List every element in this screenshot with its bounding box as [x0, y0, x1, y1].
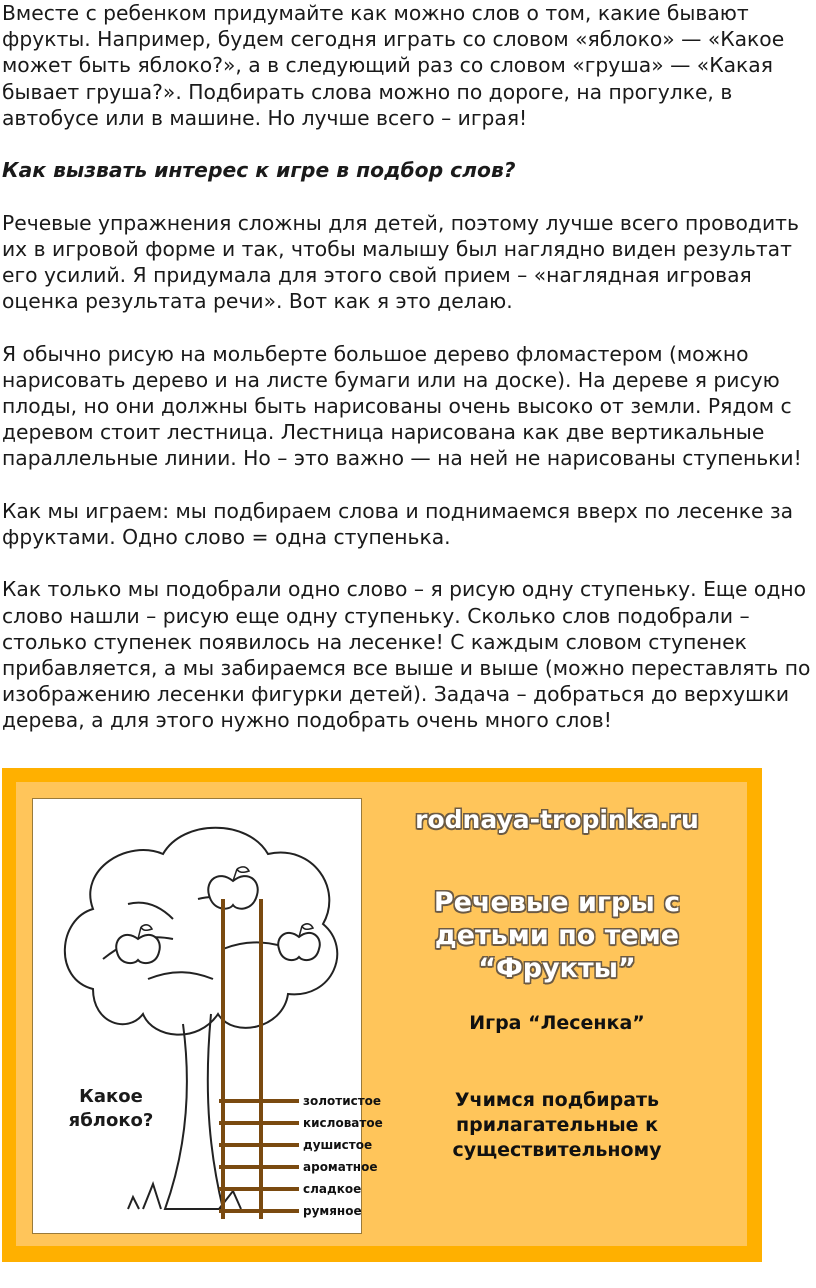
tree-trunk: [165, 1014, 223, 1209]
tree-canopy: [65, 828, 337, 1035]
paragraph: Я обычно рисую на мольберте большое дерево фломастером (можно нарисовать дерево и на листе бумаги или на доске). На дереве я рисую плоды, но они должны быть нарисованы очень высоко от земли. Рядом с деревом стоит лестница. Лестница нарисована как две вертикальные параллельные линии. Но – это важно — на ней не нарисованы ступеньки!: [2, 341, 802, 471]
question-label: Какое яблоко?: [68, 1086, 154, 1131]
paragraph: Как мы играем: мы подбираем слова и поднимаемся вверх по лесенке за фруктами. Одно слово = одна ступенька.: [2, 498, 794, 549]
adjective-label: золотистое: [303, 1094, 382, 1108]
banner-title: Речевые игры с детьми по теме “Фрукты”: [433, 887, 681, 984]
adjective-label: ароматное: [303, 1160, 378, 1174]
adjective-label: душистое: [303, 1138, 373, 1152]
adjective-label: румяное: [303, 1204, 362, 1218]
paragraph: Вместе с ребенком придумайте как можно слов о том, какие бывают фрукты. Например, будем сегодня играть со словом «яблоко» — «Какое может быть яблоко?», а в следующий раз со словом «груша» — «Какая бывает груша?». Подбирать слова можно по дороге, на прогулке, в автобусе или в машине. Но лучше всего – играя!: [2, 1, 785, 130]
paragraph: Речевые упражнения сложны для детей, поэтому лучше всего проводить их в игровой форме и так, чтобы малышу был наглядно виден результат его усилий. Я придумала для этого свой прием – «наглядная игровая оценка результата речи». Вот как я это делаю.: [2, 210, 799, 314]
article-text: [2, 0, 814, 760]
site-name: rodnaya-tropinka.ru: [415, 805, 699, 834]
game-name: Игра “Лесенка”: [469, 1012, 645, 1034]
adjective-label: кисловатое: [303, 1116, 383, 1130]
learning-goal: Учимся подбирать прилагательные к существительному: [452, 1089, 662, 1161]
adjective-label: сладкое: [303, 1182, 362, 1196]
section-heading: Как вызвать интерес к игре в подбор слов?: [2, 158, 516, 183]
tree-illustration: [32, 798, 383, 1234]
game-banner-image: [2, 768, 762, 1262]
paragraph: Как только мы подобрали одно слово – я рисую одну ступеньку. Еще одно слово нашли – рисую еще одну ступеньку. Сколько слов подобрали – столько ступенек появилось на лесенке! С каждым словом ступенек прибавляется, а мы забираемся все выше и выше (можно переставлять по изображению лесенки фигурки детей). Задача – добраться до верхушки дерева, а для этого нужно подобрать очень много слов!: [2, 577, 811, 733]
